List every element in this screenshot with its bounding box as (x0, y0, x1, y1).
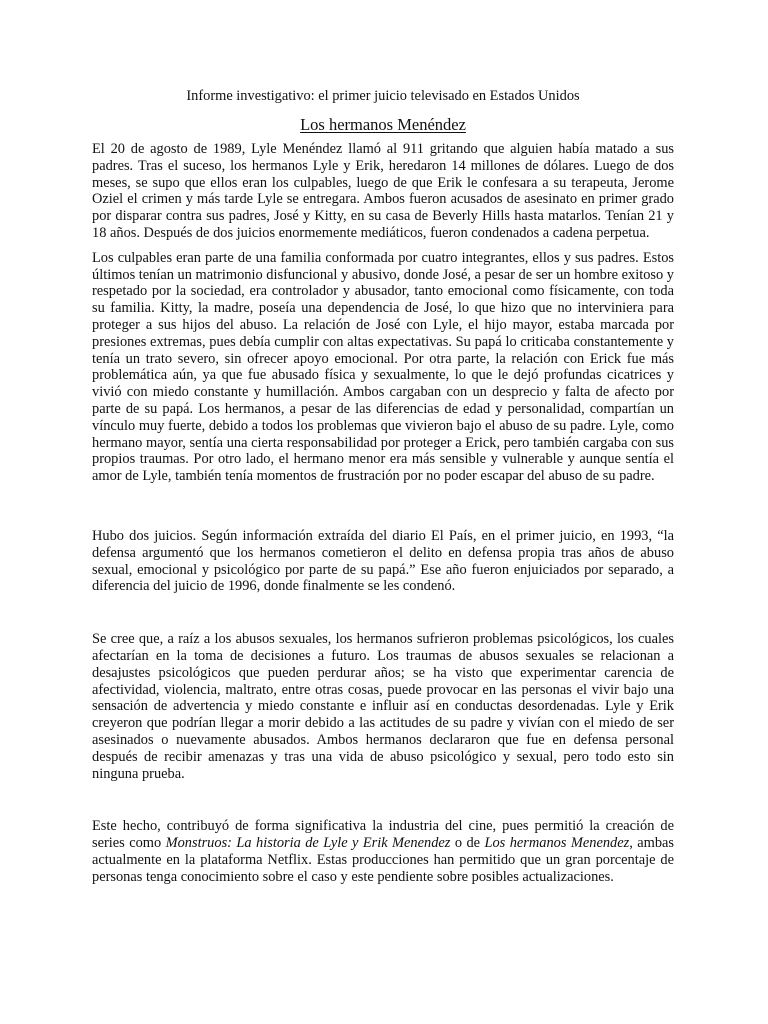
impact-text: , ambas actualmente en la plataforma Netflix. Estas producciones han permitido que un gran porcentaje de personas tenga conocimiento sobre el caso y este pendiente sobre posibles actualizaciones. (92, 835, 675, 885)
paragraph-spacer (92, 800, 674, 818)
paragraph-intro: El 20 de agosto de 1989, Lyle Menéndez llamó al 911 gritando que alguien había matado a sus padres. Tras el suceso, los hermanos Lyle y Erik, heredaron 14 millones de dólares. Luego de dos meses, se supo que ellos eran los culpables, luego de que Erik le confesara a su terapeuta, Jerome Oziel el crimen y más tarde Lyle se entregara. Ambos fueron acusados de asesinato en primer grado por disparar contra sus padres, José y Kitty, en su casa de Beverly Hills hasta matarlos. Tenían 21 y 18 años. Después de dos juicios enormemente mediáticos, fueron condenados a cadena perpetua. (92, 141, 674, 241)
paragraph-trials: Hubo dos juicios. Según información extraída del diario El País, en el primer juicio, en 1993, “la defensa argumentó que los hermanos cometieron el delito en defensa propia tras años de abuso sexual, emocional y psicológico por parte de su papá.” Ese año fueron enjuiciados por separado, a diferencia del juicio de 1996, donde finalmente se les condenó. (92, 527, 674, 595)
document-page (92, 86, 674, 885)
document-subtitle: Informe investigativo: el primer juicio televisado en Estados Unidos (186, 88, 580, 104)
impact-text: Este hecho, contribuyó de forma significativa la industria del cine, pues permitió la creación de series como (92, 818, 674, 852)
series-title-monstruos: Monstruos: La historia de Lyle y Erik Menendez (165, 835, 451, 852)
paragraph-psychology: Se cree que, a raíz a los abusos sexuales, los hermanos sufrieron problemas psicológicos, los cuales afectarían en la toma de decisiones a futuro. Los traumas de abusos sexuales se relacionan a desajustes psicológicos que pueden perdurar años; se ha visto que experimentar carencia de afectividad, violencia, maltrato, entre otras cosas, puede provocar en las personas el vivir bajo una sensación de advertencia y miedo constante e influir así en conductas desordenadas. Lyle y Erik creyeron que podrían llegar a morir debido a las actitudes de su padre y vivían con el miedo de ser asesinados o nuevamente abusados. Ambos hermanos declararon que fue en defensa personal después de recibir amenazas y tras una vida de abuso psicológico y sexual, pero todo esto sin ninguna prueba. (92, 631, 674, 782)
document-title: Los hermanos Menéndez (300, 115, 466, 134)
paragraph-family: Los culpables eran parte de una familia conformada por cuatro integrantes, ellos y sus padres. Estos últimos tenían un matrimonio disfuncional y abusivo, donde José, a pesar de ser un hombre exitoso y respetado por la sociedad, era controlador y abusador, tanto emocional como físicamente, con toda su familia. Kitty, la madre, poseía una dependencia de José, lo que hizo que no interviniera para proteger a sus hijos del abuso. La relación de José con Lyle, el hijo mayor, estaba marcada por presiones extremas, pues debía cumplir con altas expectativas. Su papá lo criticaba constantemente y tenía un trato severo, sin ofrecer apoyo emocional. Por otra parte, la relación con Erick fue más problemática aún, ya que fue abusado física y sexualmente, lo que le dejó profundas cicatrices y vivió con miedo constante y humillación. Ambos cargaban con un desprecio y falta de afecto por parte de su papá. Los hermanos, a pesar de las diferencias de edad y personalidad, compartían un vínculo muy fuerte, debido a todos los problemas que vivieron bajo el abuso de su padre. Lyle, como hermano mayor, sentía una cierta responsabilidad por proteger a Erick, pero también cargaba con sus propios traumas. Por otro lado, el hermano menor era más sensible y vulnerable y aunque sentía el amor de Lyle, también tenía momentos de frustración por no poder escapar del abuso de su padre. (92, 249, 674, 485)
paragraph-spacer (92, 782, 674, 800)
paragraph-spacer (92, 595, 674, 613)
paragraph-spacer (92, 613, 674, 631)
impact-text: o de (450, 835, 485, 852)
paragraph-impact (92, 818, 674, 885)
series-title-hermanos: Los hermanos Menendez (484, 835, 630, 852)
paragraph-spacer (92, 510, 674, 528)
